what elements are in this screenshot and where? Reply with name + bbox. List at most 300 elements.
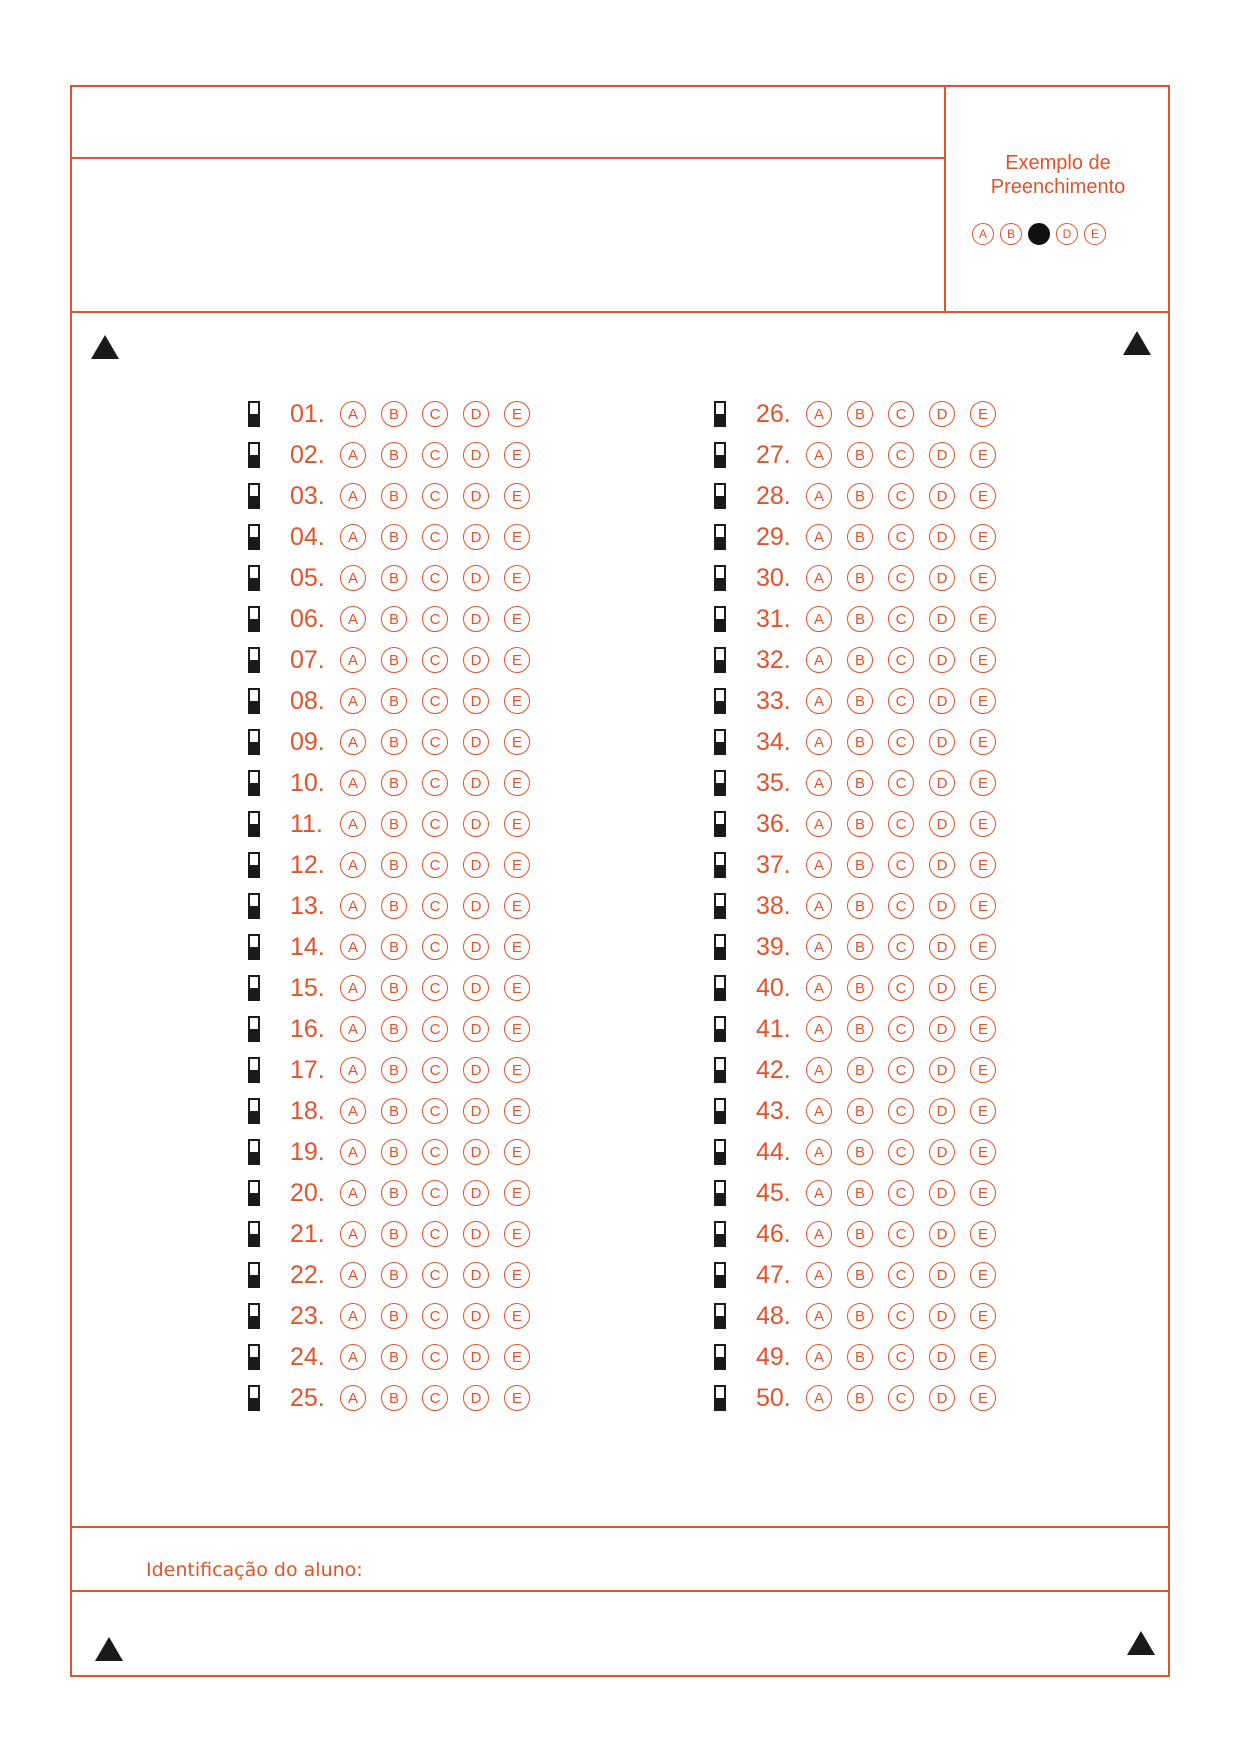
example-bubble-d: D bbox=[1056, 223, 1078, 245]
answer-bubble-a[interactable]: A bbox=[806, 1098, 832, 1124]
answer-bubble-a[interactable]: A bbox=[806, 729, 832, 755]
answer-bubble-d[interactable]: D bbox=[929, 975, 955, 1001]
timing-mark-icon bbox=[714, 401, 726, 427]
answer-bubble-a[interactable]: A bbox=[806, 1057, 832, 1083]
answer-bubble-c[interactable]: C bbox=[888, 1180, 914, 1206]
answer-bubble-c[interactable]: C bbox=[888, 483, 914, 509]
answer-bubble-c[interactable]: C bbox=[422, 1344, 448, 1370]
answer-bubble-a[interactable]: A bbox=[340, 852, 366, 878]
answer-bubble-b[interactable]: B bbox=[381, 1221, 407, 1247]
answer-bubble-c[interactable]: C bbox=[888, 401, 914, 427]
answer-bubble-a[interactable]: A bbox=[340, 647, 366, 673]
question-row bbox=[714, 1094, 1011, 1128]
answer-bubble-d[interactable]: D bbox=[929, 770, 955, 796]
answer-bubble-c[interactable]: C bbox=[422, 1221, 448, 1247]
answer-bubble-e[interactable]: E bbox=[970, 934, 996, 960]
answer-bubble-c[interactable]: C bbox=[888, 606, 914, 632]
answer-bubble-b[interactable]: B bbox=[847, 647, 873, 673]
answer-bubble-d[interactable]: D bbox=[463, 1098, 489, 1124]
answer-bubble-b[interactable]: B bbox=[381, 1262, 407, 1288]
answer-bubble-e[interactable]: E bbox=[970, 565, 996, 591]
answer-bubble-d[interactable]: D bbox=[929, 1016, 955, 1042]
answer-bubble-b[interactable]: B bbox=[381, 811, 407, 837]
answer-bubble-d[interactable]: D bbox=[929, 1221, 955, 1247]
answer-bubble-e[interactable]: E bbox=[504, 893, 530, 919]
timing-mark-icon bbox=[248, 1016, 260, 1042]
answer-bubble-c[interactable]: C bbox=[422, 442, 448, 468]
answer-bubble-e[interactable]: E bbox=[504, 1098, 530, 1124]
answer-bubble-c[interactable]: C bbox=[422, 647, 448, 673]
answer-bubble-e[interactable]: E bbox=[504, 1385, 530, 1411]
answer-bubble-d[interactable]: D bbox=[463, 565, 489, 591]
answer-bubble-c[interactable]: C bbox=[888, 565, 914, 591]
answer-bubble-c[interactable]: C bbox=[422, 1303, 448, 1329]
answer-bubble-e[interactable]: E bbox=[970, 524, 996, 550]
answer-bubble-b[interactable]: B bbox=[847, 934, 873, 960]
answer-bubble-a[interactable]: A bbox=[340, 442, 366, 468]
answer-bubble-c[interactable]: C bbox=[888, 1303, 914, 1329]
answer-bubble-c[interactable]: C bbox=[422, 1098, 448, 1124]
answer-bubble-c[interactable]: C bbox=[422, 401, 448, 427]
answer-bubble-d[interactable]: D bbox=[929, 729, 955, 755]
answer-bubble-e[interactable]: E bbox=[970, 1385, 996, 1411]
answer-bubble-d[interactable]: D bbox=[463, 442, 489, 468]
question-row bbox=[714, 1381, 1011, 1415]
question-number: 16. bbox=[290, 1014, 325, 1043]
answer-bubble-d[interactable]: D bbox=[929, 442, 955, 468]
answer-bubble-d[interactable]: D bbox=[929, 483, 955, 509]
registration-triangle-bottom-left-icon bbox=[95, 1637, 123, 1661]
answer-bubble-e[interactable]: E bbox=[970, 647, 996, 673]
answer-bubble-a[interactable]: A bbox=[340, 934, 366, 960]
answer-bubble-e[interactable]: E bbox=[970, 811, 996, 837]
answer-bubble-e[interactable]: E bbox=[504, 1221, 530, 1247]
answer-bubble-a[interactable]: A bbox=[806, 852, 832, 878]
answer-bubble-d[interactable]: D bbox=[929, 811, 955, 837]
timing-mark-icon bbox=[248, 1221, 260, 1247]
answer-bubble-a[interactable]: A bbox=[806, 1139, 832, 1165]
answer-bubble-a[interactable]: A bbox=[806, 565, 832, 591]
answer-bubble-d[interactable]: D bbox=[929, 647, 955, 673]
answer-bubble-d[interactable]: D bbox=[929, 1180, 955, 1206]
question-number: 24. bbox=[290, 1342, 325, 1371]
answer-bubble-b[interactable]: B bbox=[847, 1098, 873, 1124]
answer-bubble-e[interactable]: E bbox=[970, 729, 996, 755]
answer-bubble-a[interactable]: A bbox=[340, 975, 366, 1001]
answer-bubble-a[interactable]: A bbox=[806, 770, 832, 796]
answer-bubble-b[interactable]: B bbox=[381, 1303, 407, 1329]
registration-triangle-top-left-icon bbox=[91, 335, 119, 359]
answer-bubble-b[interactable]: B bbox=[381, 688, 407, 714]
answer-bubble-e[interactable]: E bbox=[504, 1180, 530, 1206]
answer-bubble-a[interactable]: A bbox=[806, 1344, 832, 1370]
question-row bbox=[714, 766, 1011, 800]
answer-bubble-e[interactable]: E bbox=[970, 688, 996, 714]
answer-bubble-b[interactable]: B bbox=[847, 1344, 873, 1370]
answer-bubble-b[interactable]: B bbox=[847, 729, 873, 755]
question-row bbox=[248, 397, 545, 431]
answer-bubble-d[interactable]: D bbox=[463, 1180, 489, 1206]
answer-bubble-e[interactable]: E bbox=[970, 1262, 996, 1288]
answer-bubble-c[interactable]: C bbox=[888, 1385, 914, 1411]
answer-bubble-e[interactable]: E bbox=[504, 1057, 530, 1083]
answer-bubble-a[interactable]: A bbox=[340, 524, 366, 550]
answer-bubble-b[interactable]: B bbox=[847, 442, 873, 468]
answer-bubble-e[interactable]: E bbox=[504, 975, 530, 1001]
answer-bubble-b[interactable]: B bbox=[847, 524, 873, 550]
answer-bubble-b[interactable]: B bbox=[381, 442, 407, 468]
answer-bubble-a[interactable]: A bbox=[340, 893, 366, 919]
answer-bubble-c[interactable]: C bbox=[888, 1016, 914, 1042]
answer-bubble-e[interactable]: E bbox=[970, 606, 996, 632]
answer-bubble-b[interactable]: B bbox=[847, 688, 873, 714]
answer-bubble-d[interactable]: D bbox=[463, 1016, 489, 1042]
answer-bubble-c[interactable]: C bbox=[422, 934, 448, 960]
answer-bubble-b[interactable]: B bbox=[847, 893, 873, 919]
question-number: 10. bbox=[290, 768, 325, 797]
answer-bubble-c[interactable]: C bbox=[888, 1344, 914, 1370]
answer-bubble-e[interactable]: E bbox=[504, 524, 530, 550]
answer-bubble-a[interactable]: A bbox=[340, 483, 366, 509]
answer-bubble-a[interactable]: A bbox=[340, 770, 366, 796]
question-number: 48. bbox=[756, 1301, 791, 1330]
answer-bubble-c[interactable]: C bbox=[888, 975, 914, 1001]
answer-bubble-a[interactable]: A bbox=[340, 565, 366, 591]
answer-bubble-e[interactable]: E bbox=[970, 1303, 996, 1329]
timing-mark-icon bbox=[714, 1057, 726, 1083]
answer-bubble-e[interactable]: E bbox=[504, 483, 530, 509]
answer-bubble-c[interactable]: C bbox=[888, 647, 914, 673]
answer-bubble-e[interactable]: E bbox=[970, 1098, 996, 1124]
answer-bubble-e[interactable]: E bbox=[504, 647, 530, 673]
answer-bubble-c[interactable]: C bbox=[888, 729, 914, 755]
answer-bubble-c[interactable]: C bbox=[422, 1016, 448, 1042]
answer-bubble-b[interactable]: B bbox=[381, 852, 407, 878]
question-number: 06. bbox=[290, 604, 325, 633]
answer-bubble-d[interactable]: D bbox=[463, 1057, 489, 1083]
answer-bubble-c[interactable]: C bbox=[422, 565, 448, 591]
answer-bubble-d[interactable]: D bbox=[463, 893, 489, 919]
answer-bubble-b[interactable]: B bbox=[381, 565, 407, 591]
answer-bubble-e[interactable]: E bbox=[504, 1139, 530, 1165]
answer-bubble-c[interactable]: C bbox=[888, 893, 914, 919]
answer-bubble-e[interactable]: E bbox=[970, 852, 996, 878]
answer-bubble-b[interactable]: B bbox=[381, 770, 407, 796]
answer-bubble-a[interactable]: A bbox=[806, 811, 832, 837]
answer-bubble-a[interactable]: A bbox=[340, 688, 366, 714]
answer-bubble-c[interactable]: C bbox=[422, 606, 448, 632]
answer-bubble-c[interactable]: C bbox=[888, 811, 914, 837]
answer-bubble-d[interactable]: D bbox=[929, 1057, 955, 1083]
answer-bubble-b[interactable]: B bbox=[381, 401, 407, 427]
answer-bubble-e[interactable]: E bbox=[504, 770, 530, 796]
answer-bubble-e[interactable]: E bbox=[504, 1344, 530, 1370]
question-row bbox=[248, 1381, 545, 1415]
timing-mark-icon bbox=[248, 1139, 260, 1165]
answer-bubble-c[interactable]: C bbox=[888, 524, 914, 550]
answer-bubble-a[interactable]: A bbox=[340, 1057, 366, 1083]
answer-bubble-a[interactable]: A bbox=[806, 524, 832, 550]
answer-bubble-b[interactable]: B bbox=[381, 483, 407, 509]
timing-mark-icon bbox=[248, 565, 260, 591]
answer-bubble-c[interactable]: C bbox=[422, 524, 448, 550]
answer-bubble-b[interactable]: B bbox=[381, 934, 407, 960]
answer-bubble-a[interactable]: A bbox=[340, 1016, 366, 1042]
answer-bubble-b[interactable]: B bbox=[381, 1180, 407, 1206]
answer-bubble-a[interactable]: A bbox=[340, 1180, 366, 1206]
timing-mark-icon bbox=[248, 524, 260, 550]
answer-bubble-d[interactable]: D bbox=[463, 688, 489, 714]
answer-bubble-c[interactable]: C bbox=[888, 852, 914, 878]
answer-bubble-b[interactable]: B bbox=[381, 647, 407, 673]
answer-bubble-a[interactable]: A bbox=[806, 934, 832, 960]
answer-bubble-a[interactable]: A bbox=[806, 975, 832, 1001]
answer-bubble-a[interactable]: A bbox=[806, 483, 832, 509]
answer-bubble-d[interactable]: D bbox=[929, 565, 955, 591]
answer-bubble-c[interactable]: C bbox=[888, 1221, 914, 1247]
answer-bubble-e[interactable]: E bbox=[970, 1057, 996, 1083]
question-row bbox=[248, 766, 545, 800]
answer-bubble-b[interactable]: B bbox=[847, 811, 873, 837]
question-number: 18. bbox=[290, 1096, 325, 1125]
answer-bubble-d[interactable]: D bbox=[463, 401, 489, 427]
question-number: 25. bbox=[290, 1383, 325, 1412]
answer-bubble-c[interactable]: C bbox=[422, 729, 448, 755]
answer-bubble-d[interactable]: D bbox=[463, 483, 489, 509]
answer-bubble-b[interactable]: B bbox=[381, 524, 407, 550]
answer-bubble-c[interactable]: C bbox=[888, 1098, 914, 1124]
answer-bubble-b[interactable]: B bbox=[381, 1098, 407, 1124]
answer-bubble-c[interactable]: C bbox=[888, 934, 914, 960]
answer-bubble-b[interactable]: B bbox=[381, 1385, 407, 1411]
answer-bubble-c[interactable]: C bbox=[422, 1139, 448, 1165]
question-number: 13. bbox=[290, 891, 325, 920]
question-row bbox=[248, 1258, 545, 1292]
answer-bubble-a[interactable]: A bbox=[806, 442, 832, 468]
answer-bubble-b[interactable]: B bbox=[847, 1016, 873, 1042]
answer-bubble-b[interactable]: B bbox=[847, 483, 873, 509]
answer-bubble-b[interactable]: B bbox=[381, 975, 407, 1001]
answer-bubble-e[interactable]: E bbox=[504, 688, 530, 714]
question-number: 11. bbox=[290, 809, 323, 838]
answer-bubble-c[interactable]: C bbox=[422, 975, 448, 1001]
answer-bubble-b[interactable]: B bbox=[381, 1057, 407, 1083]
timing-mark-icon bbox=[714, 1098, 726, 1124]
answer-bubble-a[interactable]: A bbox=[340, 729, 366, 755]
answer-bubble-d[interactable]: D bbox=[463, 770, 489, 796]
answer-bubble-d[interactable]: D bbox=[929, 1262, 955, 1288]
question-row bbox=[714, 684, 1011, 718]
question-row bbox=[248, 889, 545, 923]
question-number: 09. bbox=[290, 727, 325, 756]
answer-bubble-d[interactable]: D bbox=[463, 852, 489, 878]
answer-bubble-d[interactable]: D bbox=[929, 1098, 955, 1124]
answer-bubble-d[interactable]: D bbox=[929, 1303, 955, 1329]
answer-bubble-d[interactable]: D bbox=[463, 975, 489, 1001]
answer-bubble-a[interactable]: A bbox=[806, 1180, 832, 1206]
answer-bubble-d[interactable]: D bbox=[463, 524, 489, 550]
question-number: 30. bbox=[756, 563, 791, 592]
answer-bubble-a[interactable]: A bbox=[340, 606, 366, 632]
answer-bubble-b[interactable]: B bbox=[381, 606, 407, 632]
answer-bubble-d[interactable]: D bbox=[463, 1303, 489, 1329]
question-number: 04. bbox=[290, 522, 325, 551]
answer-bubble-b[interactable]: B bbox=[847, 1262, 873, 1288]
answer-bubble-b[interactable]: B bbox=[847, 1057, 873, 1083]
answer-bubble-d[interactable]: D bbox=[463, 1262, 489, 1288]
answer-bubble-e[interactable]: E bbox=[504, 565, 530, 591]
answer-bubble-d[interactable]: D bbox=[929, 1344, 955, 1370]
question-row bbox=[248, 848, 545, 882]
answer-bubble-d[interactable]: D bbox=[463, 1385, 489, 1411]
answer-bubble-e[interactable]: E bbox=[504, 934, 530, 960]
answer-bubble-b[interactable]: B bbox=[847, 401, 873, 427]
answer-bubble-a[interactable]: A bbox=[806, 1303, 832, 1329]
answer-bubble-d[interactable]: D bbox=[463, 1344, 489, 1370]
answer-bubble-e[interactable]: E bbox=[504, 1016, 530, 1042]
answer-bubble-c[interactable]: C bbox=[422, 852, 448, 878]
answer-bubble-d[interactable]: D bbox=[929, 606, 955, 632]
answer-bubble-d[interactable]: D bbox=[929, 524, 955, 550]
answer-bubble-a[interactable]: A bbox=[806, 893, 832, 919]
answer-bubble-e[interactable]: E bbox=[970, 893, 996, 919]
answer-bubble-d[interactable]: D bbox=[929, 401, 955, 427]
answer-bubble-a[interactable]: A bbox=[806, 1016, 832, 1042]
answer-bubble-d[interactable]: D bbox=[463, 647, 489, 673]
answer-bubble-d[interactable]: D bbox=[463, 1139, 489, 1165]
answer-bubble-e[interactable]: E bbox=[970, 401, 996, 427]
answer-bubble-d[interactable]: D bbox=[463, 1221, 489, 1247]
answer-bubble-e[interactable]: E bbox=[970, 770, 996, 796]
answer-bubble-e[interactable]: E bbox=[970, 1221, 996, 1247]
timing-mark-icon bbox=[714, 1016, 726, 1042]
answer-bubble-a[interactable]: A bbox=[806, 606, 832, 632]
answer-bubble-a[interactable]: A bbox=[340, 1139, 366, 1165]
answer-bubble-e[interactable]: E bbox=[504, 606, 530, 632]
answer-bubble-b[interactable]: B bbox=[381, 729, 407, 755]
answer-bubble-a[interactable]: A bbox=[340, 1262, 366, 1288]
answer-bubble-e[interactable]: E bbox=[970, 1180, 996, 1206]
timing-mark-icon bbox=[248, 1180, 260, 1206]
answer-bubble-a[interactable]: A bbox=[340, 1303, 366, 1329]
answer-bubble-e[interactable]: E bbox=[504, 811, 530, 837]
answer-bubble-a[interactable]: A bbox=[806, 1221, 832, 1247]
answer-bubble-b[interactable]: B bbox=[847, 565, 873, 591]
answer-bubble-b[interactable]: B bbox=[847, 606, 873, 632]
answer-bubble-e[interactable]: E bbox=[504, 1262, 530, 1288]
answer-bubble-d[interactable]: D bbox=[463, 934, 489, 960]
timing-mark-icon bbox=[714, 1262, 726, 1288]
question-row bbox=[714, 438, 1011, 472]
answer-bubble-a[interactable]: A bbox=[806, 1262, 832, 1288]
answer-bubble-e[interactable]: E bbox=[504, 1303, 530, 1329]
timing-mark-icon bbox=[248, 1385, 260, 1411]
header-bottom-line bbox=[70, 311, 1170, 313]
answer-bubble-b[interactable]: B bbox=[847, 1303, 873, 1329]
answer-bubble-b[interactable]: B bbox=[847, 1385, 873, 1411]
answer-bubble-b[interactable]: B bbox=[847, 852, 873, 878]
answer-bubble-e[interactable]: E bbox=[970, 1139, 996, 1165]
answer-bubble-a[interactable]: A bbox=[806, 647, 832, 673]
answer-bubble-c[interactable]: C bbox=[888, 688, 914, 714]
answer-bubble-a[interactable]: A bbox=[806, 1385, 832, 1411]
answer-bubble-e[interactable]: E bbox=[504, 401, 530, 427]
answer-bubble-b[interactable]: B bbox=[847, 975, 873, 1001]
answer-bubble-e[interactable]: E bbox=[970, 1344, 996, 1370]
answer-bubble-c[interactable]: C bbox=[422, 1262, 448, 1288]
answer-bubble-c[interactable]: C bbox=[422, 688, 448, 714]
answer-bubble-e[interactable]: E bbox=[970, 1016, 996, 1042]
answer-bubble-b[interactable]: B bbox=[847, 1221, 873, 1247]
answer-bubble-a[interactable]: A bbox=[806, 401, 832, 427]
answer-bubble-d[interactable]: D bbox=[463, 811, 489, 837]
timing-mark-icon bbox=[714, 524, 726, 550]
answer-bubble-c[interactable]: C bbox=[888, 1057, 914, 1083]
answer-bubble-c[interactable]: C bbox=[888, 1262, 914, 1288]
timing-mark-icon bbox=[248, 893, 260, 919]
answer-bubble-d[interactable]: D bbox=[929, 1139, 955, 1165]
answer-bubble-b[interactable]: B bbox=[847, 1180, 873, 1206]
question-number: 41. bbox=[756, 1014, 791, 1043]
answer-bubble-d[interactable]: D bbox=[463, 606, 489, 632]
answer-bubble-c[interactable]: C bbox=[888, 1139, 914, 1165]
answer-bubble-c[interactable]: C bbox=[422, 1385, 448, 1411]
answer-bubble-d[interactable]: D bbox=[929, 934, 955, 960]
answer-bubble-d[interactable]: D bbox=[929, 852, 955, 878]
answer-bubble-a[interactable]: A bbox=[340, 1385, 366, 1411]
answer-bubble-d[interactable]: D bbox=[929, 1385, 955, 1411]
answer-bubble-b[interactable]: B bbox=[847, 770, 873, 796]
answer-bubble-a[interactable]: A bbox=[806, 688, 832, 714]
question-row bbox=[714, 520, 1011, 554]
answer-bubble-b[interactable]: B bbox=[381, 893, 407, 919]
answer-bubble-a[interactable]: A bbox=[340, 1098, 366, 1124]
timing-mark-icon bbox=[714, 975, 726, 1001]
answer-bubble-c[interactable]: C bbox=[422, 1057, 448, 1083]
answer-bubble-c[interactable]: C bbox=[422, 893, 448, 919]
answer-bubble-a[interactable]: A bbox=[340, 1221, 366, 1247]
answer-bubble-a[interactable]: A bbox=[340, 401, 366, 427]
answer-bubble-b[interactable]: B bbox=[847, 1139, 873, 1165]
question-row bbox=[248, 930, 545, 964]
answer-bubble-c[interactable]: C bbox=[888, 770, 914, 796]
answer-bubble-e[interactable]: E bbox=[504, 852, 530, 878]
answer-bubble-e[interactable]: E bbox=[970, 483, 996, 509]
answer-bubble-c[interactable]: C bbox=[422, 1180, 448, 1206]
answer-bubble-d[interactable]: D bbox=[929, 893, 955, 919]
answer-bubble-d[interactable]: D bbox=[929, 688, 955, 714]
question-row bbox=[248, 971, 545, 1005]
answer-bubble-c[interactable]: C bbox=[888, 442, 914, 468]
timing-mark-icon bbox=[248, 647, 260, 673]
answer-bubble-c[interactable]: C bbox=[422, 483, 448, 509]
answer-bubble-c[interactable]: C bbox=[422, 811, 448, 837]
answer-bubble-b[interactable]: B bbox=[381, 1344, 407, 1370]
answer-bubble-e[interactable]: E bbox=[970, 442, 996, 468]
question-row bbox=[714, 1258, 1011, 1292]
answer-bubble-e[interactable]: E bbox=[504, 729, 530, 755]
answer-bubble-b[interactable]: B bbox=[381, 1016, 407, 1042]
answer-bubble-e[interactable]: E bbox=[504, 442, 530, 468]
answer-bubble-c[interactable]: C bbox=[422, 770, 448, 796]
answer-bubble-d[interactable]: D bbox=[463, 729, 489, 755]
question-number: 34. bbox=[756, 727, 791, 756]
answer-bubble-a[interactable]: A bbox=[340, 811, 366, 837]
question-number: 45. bbox=[756, 1178, 791, 1207]
answer-bubble-b[interactable]: B bbox=[381, 1139, 407, 1165]
answer-bubble-a[interactable]: A bbox=[340, 1344, 366, 1370]
answer-bubble-e[interactable]: E bbox=[970, 975, 996, 1001]
